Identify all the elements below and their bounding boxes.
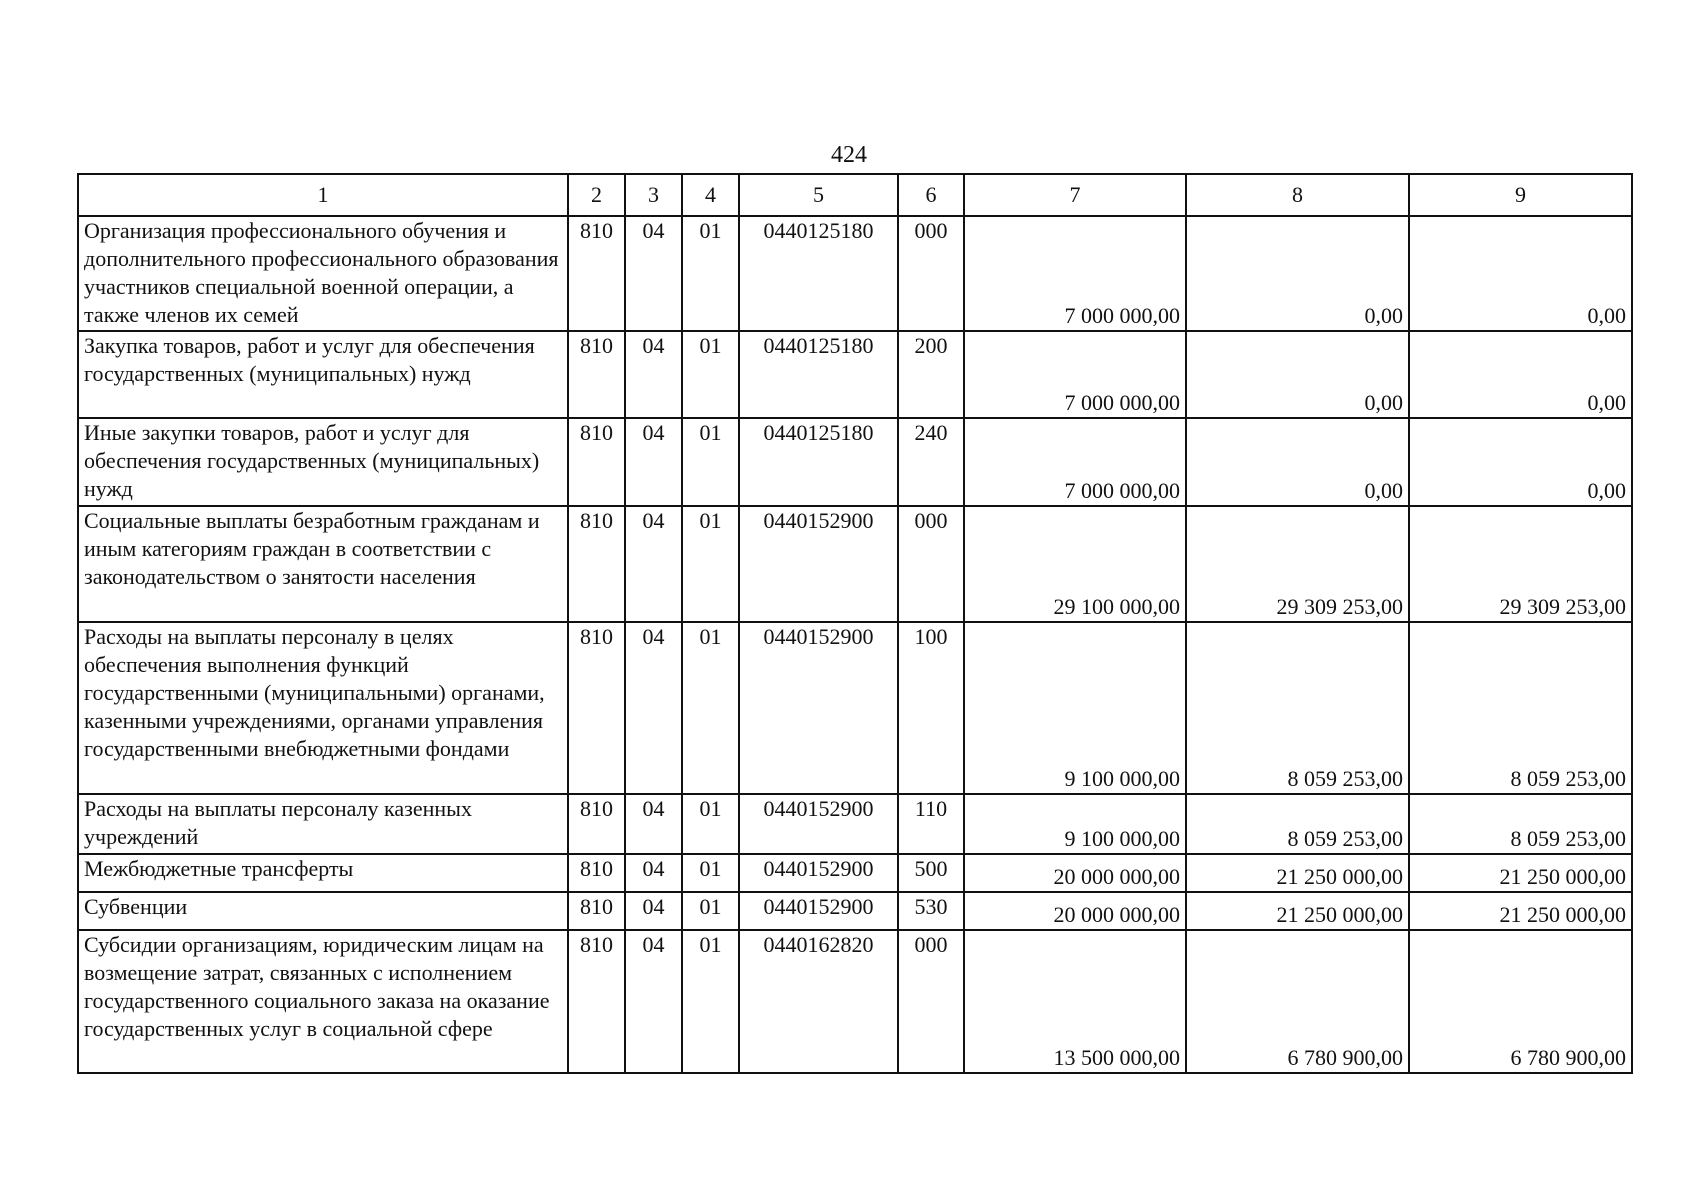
amount-cell-8: 8 059 253,00	[1186, 794, 1409, 854]
column-header: 5	[739, 174, 898, 216]
amount-cell-7: 20 000 000,00	[964, 854, 1186, 892]
column-header: 3	[625, 174, 682, 216]
column-header: 7	[964, 174, 1186, 216]
table-row	[78, 331, 1632, 418]
amount-cell-8: 29 309 253,00	[1186, 506, 1409, 622]
amount-cell-7: 7 000 000,00	[964, 331, 1186, 418]
table-row	[78, 930, 1632, 1073]
amount-cell-9: 29 309 253,00	[1409, 506, 1632, 622]
subsection-code-cell: 01	[682, 418, 739, 506]
expense-type-cell: 000	[898, 506, 964, 622]
amount-cell-9: 21 250 000,00	[1409, 892, 1632, 930]
amount-cell-7: 7 000 000,00	[964, 216, 1186, 331]
amount-cell-7: 20 000 000,00	[964, 892, 1186, 930]
target-article-cell: 0440162820	[739, 930, 898, 1073]
table-header-row	[78, 174, 1632, 216]
expense-type-cell: 500	[898, 854, 964, 892]
expense-name-cell: Иные закупки товаров, работ и услуг для обеспечения государственных (муниципальных) нужд	[78, 418, 568, 506]
subsection-code-cell: 01	[682, 622, 739, 794]
expense-name-cell: Субсидии организациям, юридическим лицам на возмещение затрат, связанных с исполнением государственного социального заказа на оказание государственных услуг в социальной сфере	[78, 930, 568, 1073]
table-row	[78, 854, 1632, 892]
expense-name-cell: Расходы на выплаты персоналу в целях обеспечения выполнения функций государственными (муниципальными) органами, казенными учреждениями, органами управления государственными внебюджетными фондами	[78, 622, 568, 794]
amount-cell-9: 21 250 000,00	[1409, 854, 1632, 892]
target-article-cell: 0440152900	[739, 892, 898, 930]
amount-cell-8: 8 059 253,00	[1186, 622, 1409, 794]
target-article-cell: 0440152900	[739, 794, 898, 854]
target-article-cell: 0440152900	[739, 506, 898, 622]
section-code-cell: 04	[625, 892, 682, 930]
table-row	[78, 506, 1632, 622]
amount-cell-9: 8 059 253,00	[1409, 622, 1632, 794]
amount-cell-8: 21 250 000,00	[1186, 892, 1409, 930]
amount-cell-9: 0,00	[1409, 331, 1632, 418]
section-code-cell: 04	[625, 506, 682, 622]
section-code-cell: 04	[625, 930, 682, 1073]
amount-cell-8: 6 780 900,00	[1186, 930, 1409, 1073]
column-header: 1	[78, 174, 568, 216]
column-header: 4	[682, 174, 739, 216]
subsection-code-cell: 01	[682, 854, 739, 892]
amount-cell-7: 7 000 000,00	[964, 418, 1186, 506]
ministry-code-cell: 810	[568, 506, 625, 622]
amount-cell-7: 9 100 000,00	[964, 794, 1186, 854]
ministry-code-cell: 810	[568, 216, 625, 331]
column-header: 2	[568, 174, 625, 216]
amount-cell-7: 29 100 000,00	[964, 506, 1186, 622]
expense-name-cell: Расходы на выплаты персоналу казенных учреждений	[78, 794, 568, 854]
subsection-code-cell: 01	[682, 216, 739, 331]
expense-name-cell: Закупка товаров, работ и услуг для обеспечения государственных (муниципальных) нужд	[78, 331, 568, 418]
table-row	[78, 418, 1632, 506]
section-code-cell: 04	[625, 622, 682, 794]
expense-type-cell: 110	[898, 794, 964, 854]
amount-cell-8: 0,00	[1186, 331, 1409, 418]
section-code-cell: 04	[625, 794, 682, 854]
section-code-cell: 04	[625, 216, 682, 331]
table-row	[78, 622, 1632, 794]
subsection-code-cell: 01	[682, 794, 739, 854]
amount-cell-8: 21 250 000,00	[1186, 854, 1409, 892]
target-article-cell: 0440125180	[739, 216, 898, 331]
section-code-cell: 04	[625, 854, 682, 892]
budget-table	[77, 173, 1633, 1074]
column-header: 6	[898, 174, 964, 216]
ministry-code-cell: 810	[568, 622, 625, 794]
ministry-code-cell: 810	[568, 794, 625, 854]
amount-cell-7: 13 500 000,00	[964, 930, 1186, 1073]
amount-cell-7: 9 100 000,00	[964, 622, 1186, 794]
subsection-code-cell: 01	[682, 331, 739, 418]
ministry-code-cell: 810	[568, 331, 625, 418]
amount-cell-9: 0,00	[1409, 216, 1632, 331]
target-article-cell: 0440125180	[739, 418, 898, 506]
expense-type-cell: 530	[898, 892, 964, 930]
expense-type-cell: 000	[898, 216, 964, 331]
column-header: 9	[1409, 174, 1632, 216]
expense-type-cell: 000	[898, 930, 964, 1073]
expense-type-cell: 100	[898, 622, 964, 794]
subsection-code-cell: 01	[682, 930, 739, 1073]
table-row	[78, 794, 1632, 854]
table-row	[78, 892, 1632, 930]
table-row	[78, 216, 1632, 331]
expense-name-cell: Межбюджетные трансферты	[78, 854, 568, 892]
ministry-code-cell: 810	[568, 930, 625, 1073]
amount-cell-9: 6 780 900,00	[1409, 930, 1632, 1073]
section-code-cell: 04	[625, 418, 682, 506]
subsection-code-cell: 01	[682, 892, 739, 930]
amount-cell-8: 0,00	[1186, 418, 1409, 506]
amount-cell-9: 0,00	[1409, 418, 1632, 506]
expense-type-cell: 240	[898, 418, 964, 506]
target-article-cell: 0440152900	[739, 622, 898, 794]
expense-name-cell: Субвенции	[78, 892, 568, 930]
ministry-code-cell: 810	[568, 892, 625, 930]
expense-type-cell: 200	[898, 331, 964, 418]
column-header: 8	[1186, 174, 1409, 216]
ministry-code-cell: 810	[568, 854, 625, 892]
amount-cell-9: 8 059 253,00	[1409, 794, 1632, 854]
ministry-code-cell: 810	[568, 418, 625, 506]
section-code-cell: 04	[625, 331, 682, 418]
page-number: 424	[831, 142, 867, 168]
subsection-code-cell: 01	[682, 506, 739, 622]
target-article-cell: 0440152900	[739, 854, 898, 892]
expense-name-cell: Организация профессионального обучения и дополнительного профессионального образования участников специальной военной операции, а также членов их семей	[78, 216, 568, 331]
expense-name-cell: Социальные выплаты безработным гражданам и иным категориям граждан в соответствии с законодательством о занятости населения	[78, 506, 568, 622]
target-article-cell: 0440125180	[739, 331, 898, 418]
amount-cell-8: 0,00	[1186, 216, 1409, 331]
